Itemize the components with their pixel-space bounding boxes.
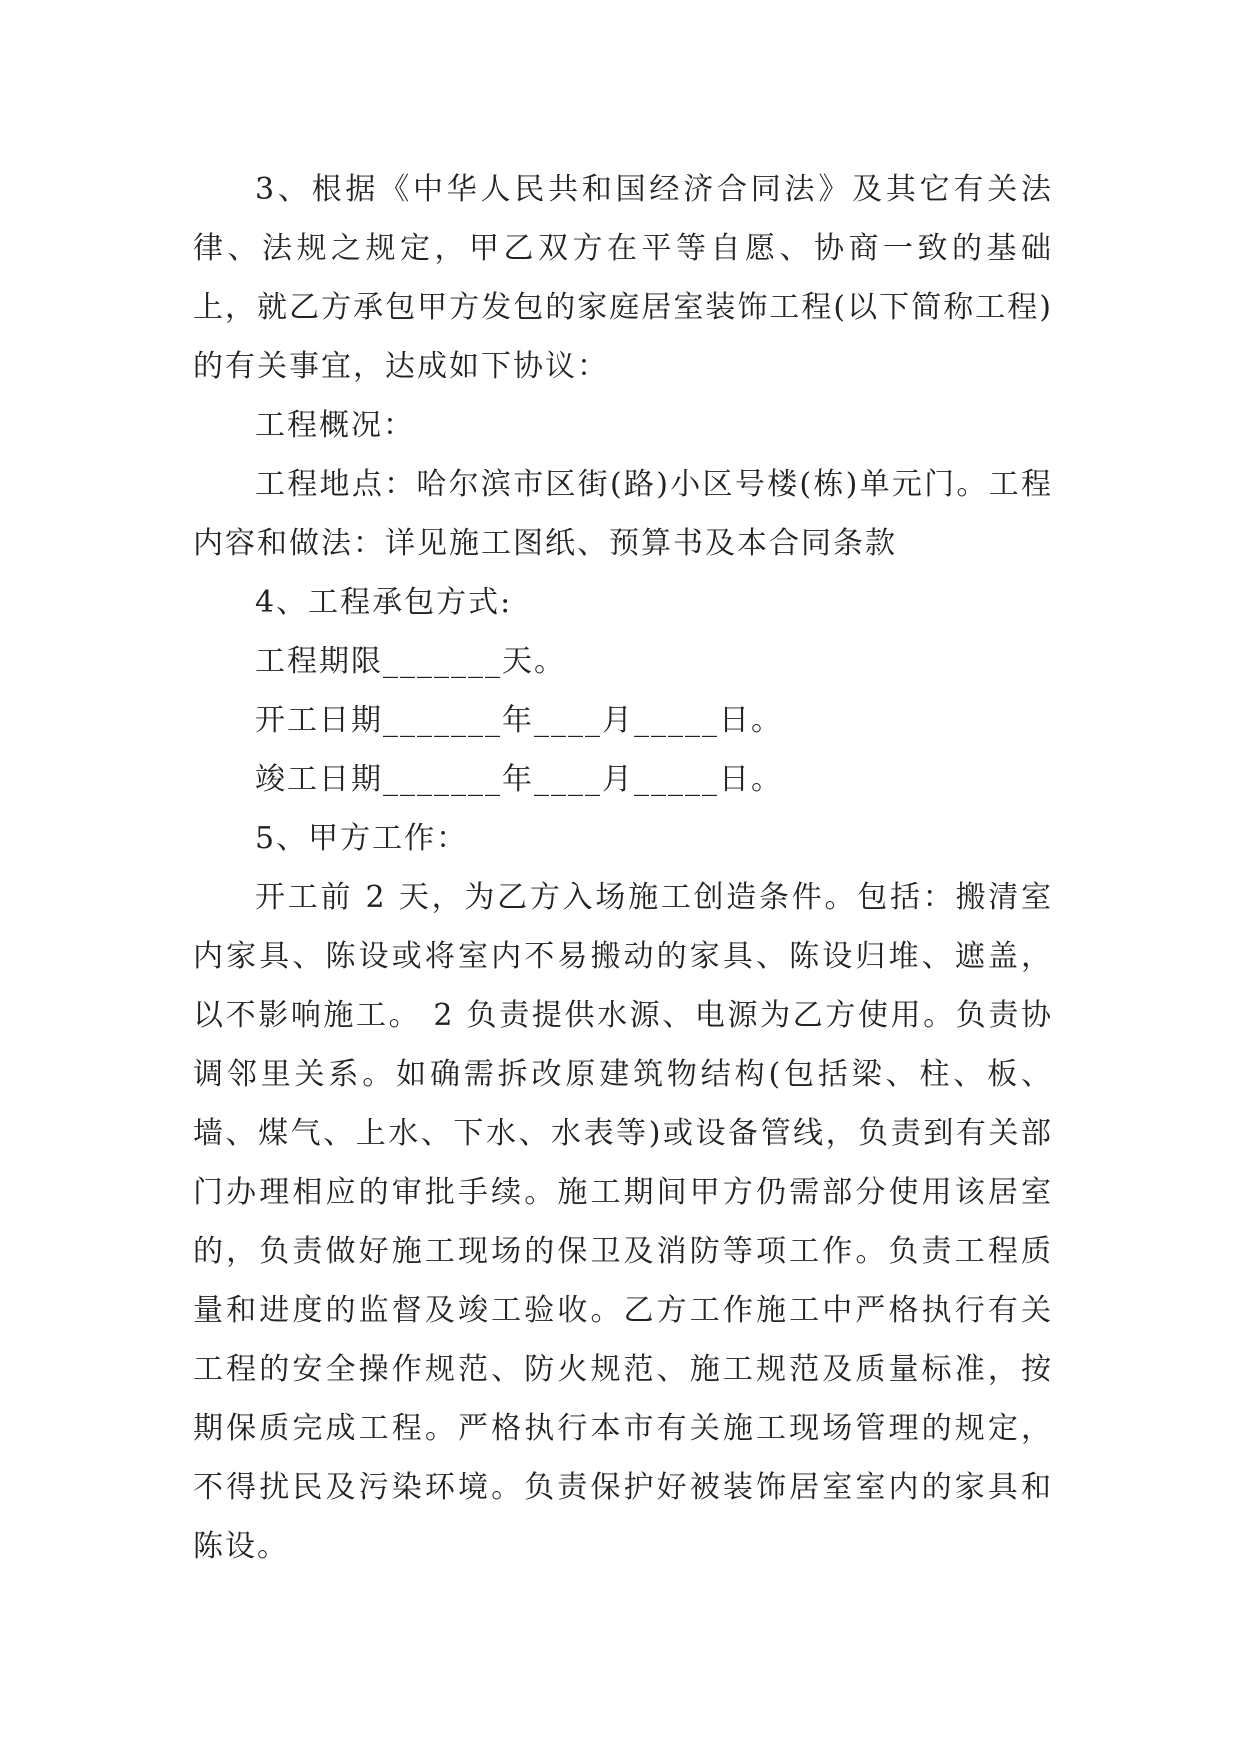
paragraph-contract-basis: 3、根据《中华人民共和国经济合同法》及其它有关法律、法规之规定，甲乙双方在平等自愿、协商一致的基础上，就乙方承包甲方发包的家庭居室装饰工程(以下简称工程)的有关事宜，达成如下协议： [193, 172, 1053, 384]
paragraph-project-location: 工程地点：哈尔滨市区街(路)小区号楼(栋)单元门。工程内容和做法：详见施工图纸、预算书及本合同条款 [193, 467, 1053, 561]
paragraph-party-a-duties: 开工前 2 天，为乙方入场施工创造条件。包括：搬清室内家具、陈设或将室内不易搬动的家具、陈设归堆、遮盖，以不影响施工。 2 负责提供水源、电源为乙方使用。负责协调邻里关系。如确需拆改原建筑物结构(包括梁、柱、板、墙、煤气、上水、下水、水表等)或设备管线，负责到有关部门办理相应的审批手续。施工期间甲方仍需部分使用该居室的，负责做好施工现场的保卫及消防等项工作。负责工程质量和进度的监督及竣工验收。乙方工作施工中严格执行有关工程的安全操作规范、防火规范、施工规范及质量标准，按期保质完成工程。严格执行本市有关施工现场管理的规定，不得扰民及污染环境。负责保护好被装饰居室室内的家具和陈设。 [193, 880, 1053, 1564]
paragraph-party-a-duties-heading: 5、甲方工作： [255, 821, 469, 856]
paragraph-contracting-method-heading: 4、工程承包方式: [255, 585, 513, 620]
document-body [193, 160, 1053, 1576]
paragraph-project-duration: 工程期限_______天。 [255, 644, 566, 679]
paragraph-start-date: 开工日期_______年____月_____日。 [255, 703, 783, 738]
paragraph-completion-date: 竣工日期_______年____月_____日。 [255, 762, 783, 797]
paragraph-project-overview-heading: 工程概况： [255, 408, 415, 443]
